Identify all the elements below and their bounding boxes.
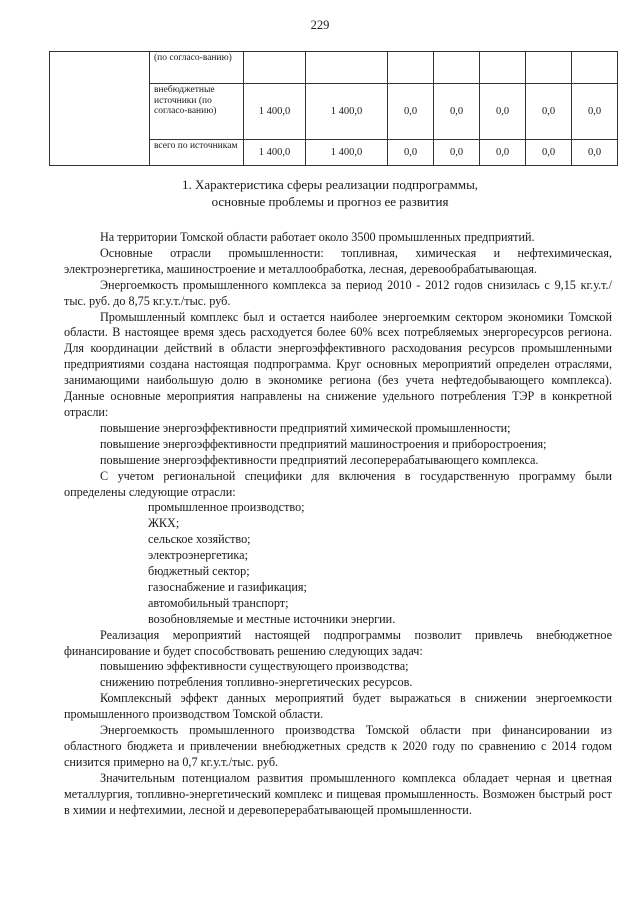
table-cell: 0,0 [434,140,480,166]
list-item: повышению эффективности существующего производства; [100,659,409,674]
list-item: электроэнергетика; [148,548,248,563]
table-cell [572,52,618,84]
paragraph: Комплексный эффект данных мероприятий будет выражаться в снижении энергоемкости промышленного производством Томской области. [64,691,612,722]
row-label: внебюджетные источники (по согласо-ванию) [150,84,244,140]
table-cell: 0,0 [572,84,618,140]
section-heading [60,176,600,210]
list-item: промышленное производство; [148,500,305,515]
paragraph: Энергоемкость промышленного комплекса за период 2010 - 2012 годов снизилась с 9,15 кг.у.т./тыс. руб. до 8,75 кг.у.т./тыс. руб. [64,277,612,308]
table-cell: 0,0 [388,140,434,166]
funding-table [49,51,618,166]
table-cell: 1 400,0 [244,140,306,166]
table-cell [244,52,306,84]
table-cell: 1 400,0 [306,140,388,166]
table-cell [434,52,480,84]
paragraph: Значительным потенциалом развития промышленного комплекса обладает черная и цветная металлургия, топливно-энергетический комплекс и пищевая промышленность. Возможен быстрый рост в химии и нефтехимии, лесной и деревоперерабатывающей промышленности. [64,770,612,817]
page-number: 229 [310,18,330,32]
table-cell [388,52,434,84]
paragraph: С учетом региональной специфики для включения в государственную программу были определены следующие отрасли: [64,468,612,499]
table-row [50,52,618,84]
heading-line: 1. Характеристика сферы реализации подпрограммы, [181,177,479,192]
list-item: ЖКХ; [148,516,180,531]
table-cell: 0,0 [526,84,572,140]
list-item: автомобильный транспорт; [148,595,289,610]
table-cell [526,52,572,84]
table-cell: 1 400,0 [306,84,388,140]
paragraph: Энергоемкость промышленного производства Томской области при финансировании из областного бюджета и привлечении внебюджетных средств к 2020 году по сравнению с 2014 годом снизится примерно на 0,7 кг.у.т./тыс. руб. [64,723,612,769]
paragraph: Основные отрасли промышленности: топливная, химическая и нефтехимическая, электроэнергетика, машиностроение и металлообработка, лесная, деревообрабатывающая. [64,245,612,276]
table-cell: 0,0 [388,84,434,140]
paragraph: Промышленный комплекс был и остается наиболее энергоемким сектором экономики Томской области. В настоящее время здесь расходуется более 60% всех потребляемых энергоресурсов региона. Для координации действий в области энергоэффективного расходования ресурсов промышленными предприятиями создана настоящая подпрограмма. Круг основных мероприятий определен отраслями, занимающими наибольшую долю в экономике региона (без учета нефтедобывающего комплекса). Данные основные мероприятия направлены на снижение удельного потребления ТЭР в конкретной отрасли: [64,309,612,419]
table-cell [306,52,388,84]
table-cell: 0,0 [572,140,618,166]
body-text [64,230,612,819]
list-item: возобновляемые и местные источники энергии. [148,611,396,626]
list-item: повышение энергоэффективности предприятий машиностроения и приборостроения; [100,436,547,451]
table-merged-cell [50,52,150,166]
list-item: повышение энергоэффективности предприятий лесоперерабатывающего комплекса. [100,452,539,467]
row-label: всего по источникам [150,140,244,166]
paragraph: Реализация мероприятий настоящей подпрограммы позволит привлечь внебюджетное финансирование и будет способствовать решению следующих задач: [64,627,612,658]
heading-line: основные проблемы и прогноз ее развития [211,194,449,209]
paragraph: На территории Томской области работает около 3500 промышленных предприятий. [100,230,535,244]
table-cell: 0,0 [526,140,572,166]
table-cell [480,52,526,84]
list-item: бюджетный сектор; [148,564,250,579]
row-label: (по согласо-ванию) [150,52,244,84]
list-item: снижению потребления топливно-энергетических ресурсов. [100,675,413,690]
list-item: сельское хозяйство; [148,532,251,547]
list-item: газоснабжение и газификация; [148,579,307,594]
list-item: повышение энергоэффективности предприятий химической промышленности; [100,420,511,435]
table-cell: 0,0 [480,84,526,140]
table-cell: 1 400,0 [244,84,306,140]
table-cell: 0,0 [434,84,480,140]
table-cell: 0,0 [480,140,526,166]
